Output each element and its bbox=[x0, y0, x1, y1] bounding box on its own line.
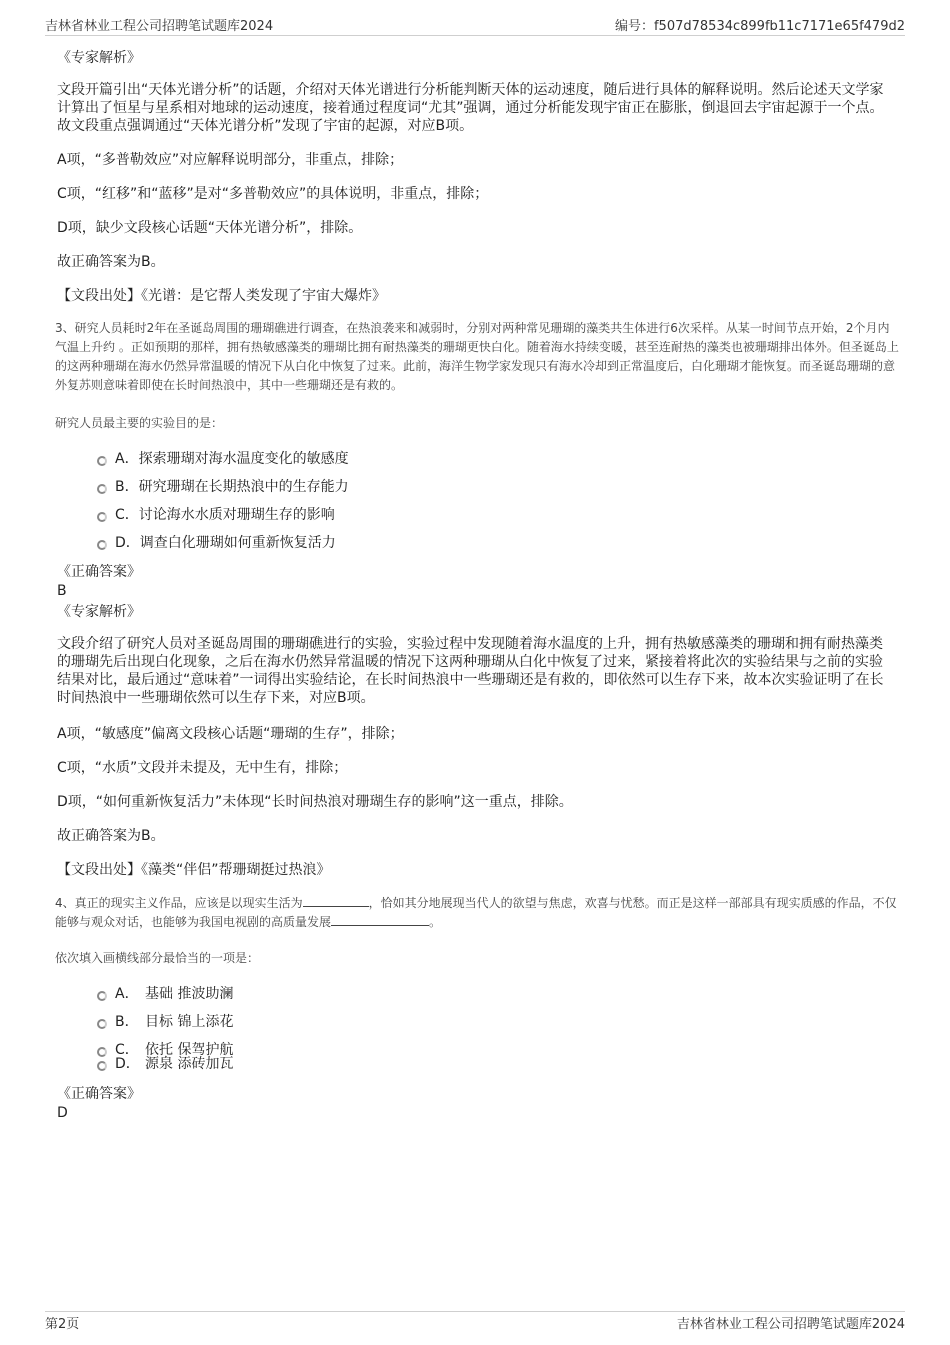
radio-icon[interactable] bbox=[97, 1061, 107, 1071]
radio-icon[interactable] bbox=[97, 540, 107, 550]
analysis-title: 《专家解析》 bbox=[57, 604, 141, 620]
source-citation: 【文段出处】《光谱：是它帮人类发现了宇宙大爆炸》 bbox=[57, 288, 386, 304]
analysis-text: 文段开篇引出“天体光谱分析”的话题，介绍对天体光谱进行分析能判断天体的运动速度，随后进行具体的解释说明。然后论述天文学家计算出了恒星与星系相对地球的运动速度，接着通过程度词“尤其”强调，通过分析能发现宇宙正在膨胀，倒退回去宇宙起源于一个点。故文段重点强调通过“天体光谱分析”发现了宇宙的起源，对应B项。 bbox=[57, 82, 884, 134]
question-4-stem: 4、真正的现实主义作品，应该是以现实生活为 ，恰如其分地展现当代人的欲望与焦虑，欢喜与忧愁。而正是这样一部部具有现实质感的作品，不仅能够与观众对话，也能够为我国电视剧的高质量发展 。 bbox=[55, 896, 897, 929]
page-number: 第2页 bbox=[45, 1317, 80, 1332]
option-b[interactable]: B． 目标 锦上添花 bbox=[97, 1013, 233, 1031]
radio-icon[interactable] bbox=[97, 512, 107, 522]
question-3-prompt: 研究人员最主要的实验目的是： bbox=[55, 416, 224, 430]
analysis-title: 《专家解析》 bbox=[57, 50, 141, 66]
question-3-stem: 3、研究人员耗时2年在圣诞岛周围的珊瑚礁进行调查，在热浪袭来和减弱时，分别对两种常见珊瑚的藻类共生体进行6次采样。从某一时间节点开始，2个月内气温上升约 。正如预期的那样，拥有热敏感藻类的珊瑚比拥有耐热藻类的珊瑚更快白化。随着海水持续变暖，甚至连耐热的藻类也被珊瑚排出体外。但圣诞岛上的这两种珊瑚在海水仍然异常温暖的情况下从白化中恢复了过来。此前，海洋生物学家发现只有海水冷却到正常温度后，白化珊瑚才能恢复。而圣诞岛珊瑚的意外复苏则意味着即使在长时间热浪中，其中一些珊瑚还是有救的。 bbox=[55, 321, 899, 392]
option-a-analysis: A项，“多普勒效应”对应解释说明部分，非重点，排除； bbox=[57, 152, 404, 168]
footer-title: 吉林省林业工程公司招聘笔试题库2024 bbox=[676, 1317, 905, 1332]
option-d[interactable]: D．调查白化珊瑚如何重新恢复活力 bbox=[97, 534, 336, 552]
option-c[interactable]: C． 依托 保驾护航 bbox=[97, 1041, 233, 1059]
document-id: 编号：f507d78534c899fb11c7171e65f479d2 bbox=[614, 19, 905, 34]
option-a[interactable]: A． 基础 推波助澜 bbox=[97, 985, 233, 1003]
fill-blank-1[interactable] bbox=[303, 894, 369, 907]
answer-value: D bbox=[57, 1105, 68, 1121]
option-a[interactable]: A．探索珊瑚对海水温度变化的敏感度 bbox=[97, 450, 349, 468]
analysis-text: 文段介绍了研究人员对圣诞岛周围的珊瑚礁进行的实验，实验过程中发现随着海水温度的上升，拥有热敏感藻类的珊瑚和拥有耐热藻类的珊瑚先后出现白化现象，之后在海水仍然异常温暖的情况下这两种珊瑚从白化中恢复了过来，紧接着将此次的实验结果与之前的实验结果对比，最后通过“意味着”一词得出实验结论，在长时间热浪中一些珊瑚还是有救的，即依然可以生存下来，故本次实验证明了在长时间热浪中一些珊瑚依然可以生存下来，对应B项。 bbox=[57, 636, 884, 706]
radio-icon[interactable] bbox=[97, 991, 107, 1001]
fill-blank-2[interactable] bbox=[331, 913, 429, 926]
option-c-analysis: C项，“红移”和“蓝移”是对“多普勒效应”的具体说明，非重点，排除； bbox=[57, 186, 489, 202]
source-citation: 【文段出处】《藻类“伴侣”帮珊瑚挺过热浪》 bbox=[57, 862, 331, 878]
radio-icon[interactable] bbox=[97, 484, 107, 494]
conclusion: 故正确答案为B。 bbox=[57, 254, 165, 270]
option-c-analysis: C项，“水质”文段并未提及，无中生有，排除； bbox=[57, 760, 348, 776]
conclusion: 故正确答案为B。 bbox=[57, 828, 165, 844]
answer-value: B bbox=[57, 583, 67, 599]
header-title: 吉林省林业工程公司招聘笔试题库2024 bbox=[45, 19, 274, 34]
answer-title: 《正确答案》 bbox=[57, 564, 141, 580]
option-a-analysis: A项，“敏感度”偏离文段核心话题“珊瑚的生存”，排除； bbox=[57, 726, 404, 742]
option-d-analysis: D项，“如何重新恢复活力”未体现“长时间热浪对珊瑚生存的影响”这一重点，排除。 bbox=[57, 794, 573, 810]
footer-divider bbox=[45, 1311, 905, 1312]
radio-icon[interactable] bbox=[97, 1019, 107, 1029]
header-divider bbox=[45, 35, 905, 36]
option-d[interactable]: D． 源泉 添砖加瓦 bbox=[97, 1055, 233, 1073]
option-b[interactable]: B．研究珊瑚在长期热浪中的生存能力 bbox=[97, 478, 349, 496]
option-d-analysis: D项，缺少文段核心话题“天体光谱分析”，排除。 bbox=[57, 220, 363, 236]
answer-title: 《正确答案》 bbox=[57, 1086, 141, 1102]
radio-icon[interactable] bbox=[97, 456, 107, 466]
option-c[interactable]: C．讨论海水水质对珊瑚生存的影响 bbox=[97, 506, 335, 524]
question-4-prompt: 依次填入画横线部分最恰当的一项是： bbox=[55, 951, 260, 965]
